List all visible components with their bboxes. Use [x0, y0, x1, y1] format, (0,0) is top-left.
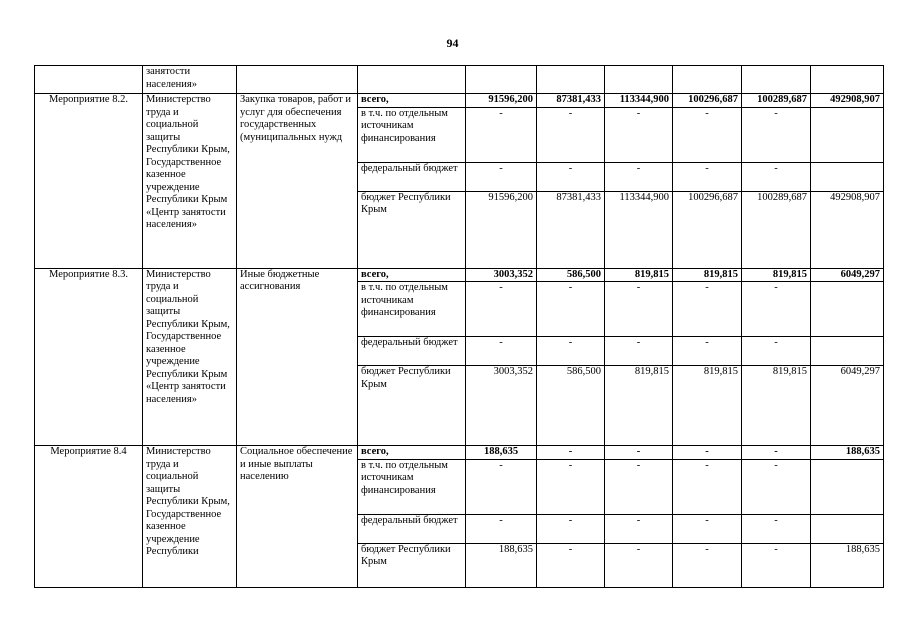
- measure-purpose: Иные бюджетные ассигнования: [237, 268, 358, 446]
- dash: -: [466, 162, 537, 191]
- measure-name: Мероприятие 8.3.: [35, 268, 143, 446]
- dash: -: [742, 459, 811, 514]
- total-value: 91596,200: [466, 94, 537, 108]
- total-value: 819,815: [742, 268, 811, 282]
- source-federal: федеральный бюджет: [358, 162, 466, 191]
- measure-8-2-total-row: [35, 94, 884, 108]
- dash: -: [742, 107, 811, 162]
- source-federal: федеральный бюджет: [358, 514, 466, 543]
- total-value: -: [605, 446, 673, 460]
- total-value: 113344,900: [605, 94, 673, 108]
- empty-cell: [811, 337, 884, 366]
- dash: -: [742, 282, 811, 337]
- dash: -: [605, 459, 673, 514]
- empty-cell: [35, 66, 143, 94]
- dash: -: [673, 337, 742, 366]
- republic-value: -: [742, 543, 811, 587]
- republic-value: 100296,687: [673, 191, 742, 268]
- continuation-row: [35, 66, 884, 94]
- total-value: 100296,687: [673, 94, 742, 108]
- total-value: -: [537, 446, 605, 460]
- dash: -: [742, 162, 811, 191]
- dash: -: [537, 459, 605, 514]
- dash: -: [466, 514, 537, 543]
- dash: -: [537, 337, 605, 366]
- dash: -: [466, 459, 537, 514]
- dash: -: [466, 282, 537, 337]
- source-federal: федеральный бюджет: [358, 337, 466, 366]
- measure-name: Мероприятие 8.2.: [35, 94, 143, 269]
- total-value: 100289,687: [742, 94, 811, 108]
- empty-cell: [605, 66, 673, 94]
- dash: -: [742, 514, 811, 543]
- republic-value: 3003,352: [466, 366, 537, 446]
- republic-value: 819,815: [742, 366, 811, 446]
- republic-value: 819,815: [605, 366, 673, 446]
- empty-cell: [811, 66, 884, 94]
- empty-cell: [811, 459, 884, 514]
- empty-cell: [811, 514, 884, 543]
- dash: -: [673, 107, 742, 162]
- republic-value: 91596,200: [466, 191, 537, 268]
- executor-tail: занятости населения»: [143, 66, 237, 94]
- republic-value: -: [673, 543, 742, 587]
- dash: -: [673, 282, 742, 337]
- source-total: всего,: [358, 268, 466, 282]
- dash: -: [673, 459, 742, 514]
- total-value: 819,815: [673, 268, 742, 282]
- dash: -: [537, 282, 605, 337]
- republic-value: 586,500: [537, 366, 605, 446]
- measure-8-4-total-row: [35, 446, 884, 460]
- dash: -: [605, 162, 673, 191]
- empty-cell: [673, 66, 742, 94]
- budget-table: [34, 65, 884, 588]
- measure-executor: Министерство труда и социальной защиты Республики Крым, Государственное казенное учреждение Республики Крым «Центр занятости населения»: [143, 268, 237, 446]
- dash: -: [673, 162, 742, 191]
- source-republic: бюджет Республики Крым: [358, 543, 466, 587]
- source-total: всего,: [358, 94, 466, 108]
- source-total: всего,: [358, 446, 466, 460]
- dash: -: [605, 514, 673, 543]
- dash: -: [466, 107, 537, 162]
- republic-value: 113344,900: [605, 191, 673, 268]
- total-value: 87381,433: [537, 94, 605, 108]
- dash: -: [605, 107, 673, 162]
- total-value: 586,500: [537, 268, 605, 282]
- total-value: -: [742, 446, 811, 460]
- total-value: 188,635: [811, 446, 884, 460]
- empty-cell: [237, 66, 358, 94]
- total-value: 3003,352: [466, 268, 537, 282]
- republic-value: 100289,687: [742, 191, 811, 268]
- dash: -: [537, 514, 605, 543]
- empty-cell: [742, 66, 811, 94]
- total-value: 6049,297: [811, 268, 884, 282]
- empty-cell: [466, 66, 537, 94]
- empty-cell: [811, 162, 884, 191]
- dash: -: [466, 337, 537, 366]
- republic-value: 819,815: [673, 366, 742, 446]
- republic-value: -: [537, 543, 605, 587]
- measure-purpose: Закупка товаров, работ и услуг для обеспечения государственных (муниципальных нужд: [237, 94, 358, 269]
- measure-purpose: Социальное обеспечение и иные выплаты населению: [237, 446, 358, 588]
- measure-name: Мероприятие 8.4: [35, 446, 143, 588]
- dash: -: [537, 162, 605, 191]
- source-including: в т.ч. по отдельным источникам финансирования: [358, 459, 466, 514]
- measure-8-3-total-row: [35, 268, 884, 282]
- dash: -: [605, 282, 673, 337]
- measure-executor: Министерство труда и социальной защиты Республики Крым, Государственное казенное учреждение Республики Крым «Центр занятости населения»: [143, 94, 237, 269]
- dash: -: [605, 337, 673, 366]
- source-republic: бюджет Республики Крым: [358, 191, 466, 268]
- republic-value: 188,635: [466, 543, 537, 587]
- source-including: в т.ч. по отдельным источникам финансирования: [358, 282, 466, 337]
- empty-cell: [358, 66, 466, 94]
- republic-value: -: [605, 543, 673, 587]
- republic-value: 492908,907: [811, 191, 884, 268]
- source-republic: бюджет Республики Крым: [358, 366, 466, 446]
- total-value: 819,815: [605, 268, 673, 282]
- total-value: 492908,907: [811, 94, 884, 108]
- empty-cell: [811, 107, 884, 162]
- republic-value: 188,635: [811, 543, 884, 587]
- measure-executor: Министерство труда и социальной защиты Республики Крым, Государственное казенное учреждение Республики: [143, 446, 237, 588]
- republic-value: 87381,433: [537, 191, 605, 268]
- empty-cell: [811, 282, 884, 337]
- republic-value: 6049,297: [811, 366, 884, 446]
- page-number: 94: [446, 36, 459, 50]
- empty-cell: [537, 66, 605, 94]
- total-value: -: [673, 446, 742, 460]
- source-including: в т.ч. по отдельным источникам финансирования: [358, 107, 466, 162]
- dash: -: [673, 514, 742, 543]
- total-value: 188,635: [466, 446, 537, 460]
- dash: -: [537, 107, 605, 162]
- dash: -: [742, 337, 811, 366]
